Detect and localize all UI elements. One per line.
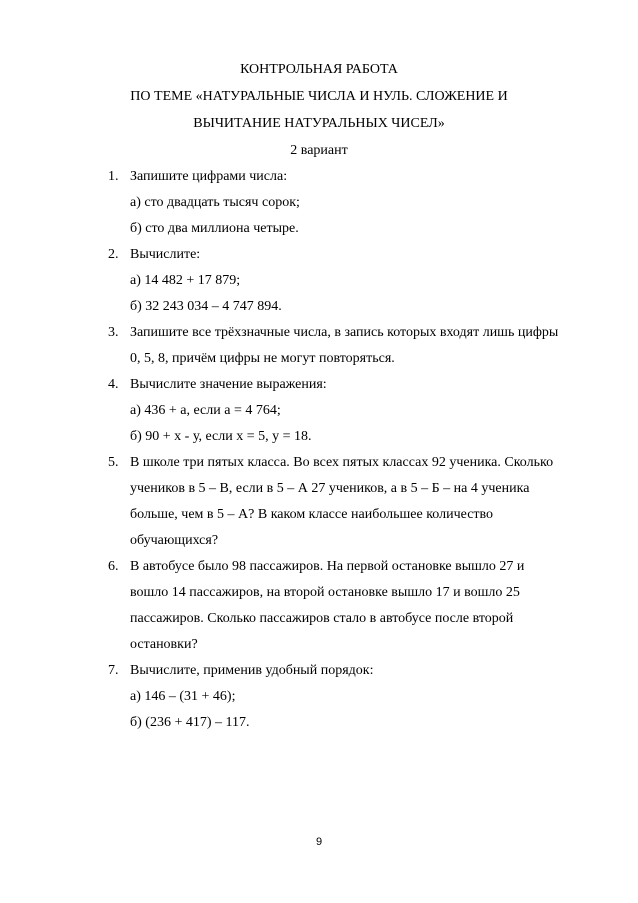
task-line: б) сто два миллиона четыре. — [130, 221, 299, 236]
task-line: обучающихся? — [130, 533, 219, 548]
task-line: а) 14 482 + 17 879; — [130, 273, 241, 288]
task-line: а) 436 + а, если а = 4 764; — [130, 403, 281, 418]
task-number: 2. — [108, 247, 119, 262]
task-line: Запишите все трёхзначные числа, в запись которых входят лишь цифры — [130, 325, 559, 340]
task-line: Вычислите, применив удобный порядок: — [130, 663, 374, 678]
task-line: 0, 5, 8, причём цифры не могут повторяться. — [130, 351, 395, 366]
task-line: остановки? — [130, 637, 198, 652]
task-line: Вычислите: — [130, 247, 201, 262]
task-line: Вычислите значение выражения: — [130, 377, 327, 392]
task-line: учеников в 5 – В, если в 5 – А 27 учеников, а в 5 – Б – на 4 ученика — [130, 481, 530, 496]
task-number: 4. — [108, 377, 119, 392]
task-number: 1. — [108, 169, 119, 184]
page-number: 9 — [315, 836, 323, 848]
task-number: 7. — [108, 663, 119, 678]
task-line: вошло 14 пассажиров, на второй остановке вышло 17 и вошло 25 — [130, 585, 520, 600]
task-line: пассажиров. Сколько пассажиров стало в автобусе после второй — [130, 611, 514, 626]
task-line: а) сто двадцать тысяч сорок; — [130, 195, 300, 210]
task-number: 6. — [108, 559, 119, 574]
title-line-2: ПО ТЕМЕ «НАТУРАЛЬНЫЕ ЧИСЛА И НУЛЬ. СЛОЖЕНИЕ И — [130, 89, 508, 104]
variant-label: 2 вариант — [290, 143, 348, 158]
title-line-1: КОНТРОЛЬНАЯ РАБОТА — [240, 62, 398, 77]
title-line-3: ВЫЧИТАНИЕ НАТУРАЛЬНЫХ ЧИСЕЛ» — [193, 116, 445, 131]
task-number: 3. — [108, 325, 119, 340]
task-line: В автобусе было 98 пассажиров. На первой остановке вышло 27 и — [130, 559, 525, 574]
task-line: б) 90 + х - у, если х = 5, у = 18. — [130, 429, 312, 444]
task-number: 5. — [108, 455, 119, 470]
task-line: б) 32 243 034 – 4 747 894. — [130, 299, 282, 314]
task-line: Запишите цифрами числа: — [130, 169, 288, 184]
task-line: б) (236 + 417) – 117. — [130, 715, 250, 730]
task-line: а) 146 – (31 + 46); — [130, 689, 236, 704]
task-line: больше, чем в 5 – А? В каком классе наибольшее количество — [130, 507, 494, 522]
task-line: В школе три пятых класса. Во всех пятых классах 92 ученика. Сколько — [130, 455, 554, 470]
